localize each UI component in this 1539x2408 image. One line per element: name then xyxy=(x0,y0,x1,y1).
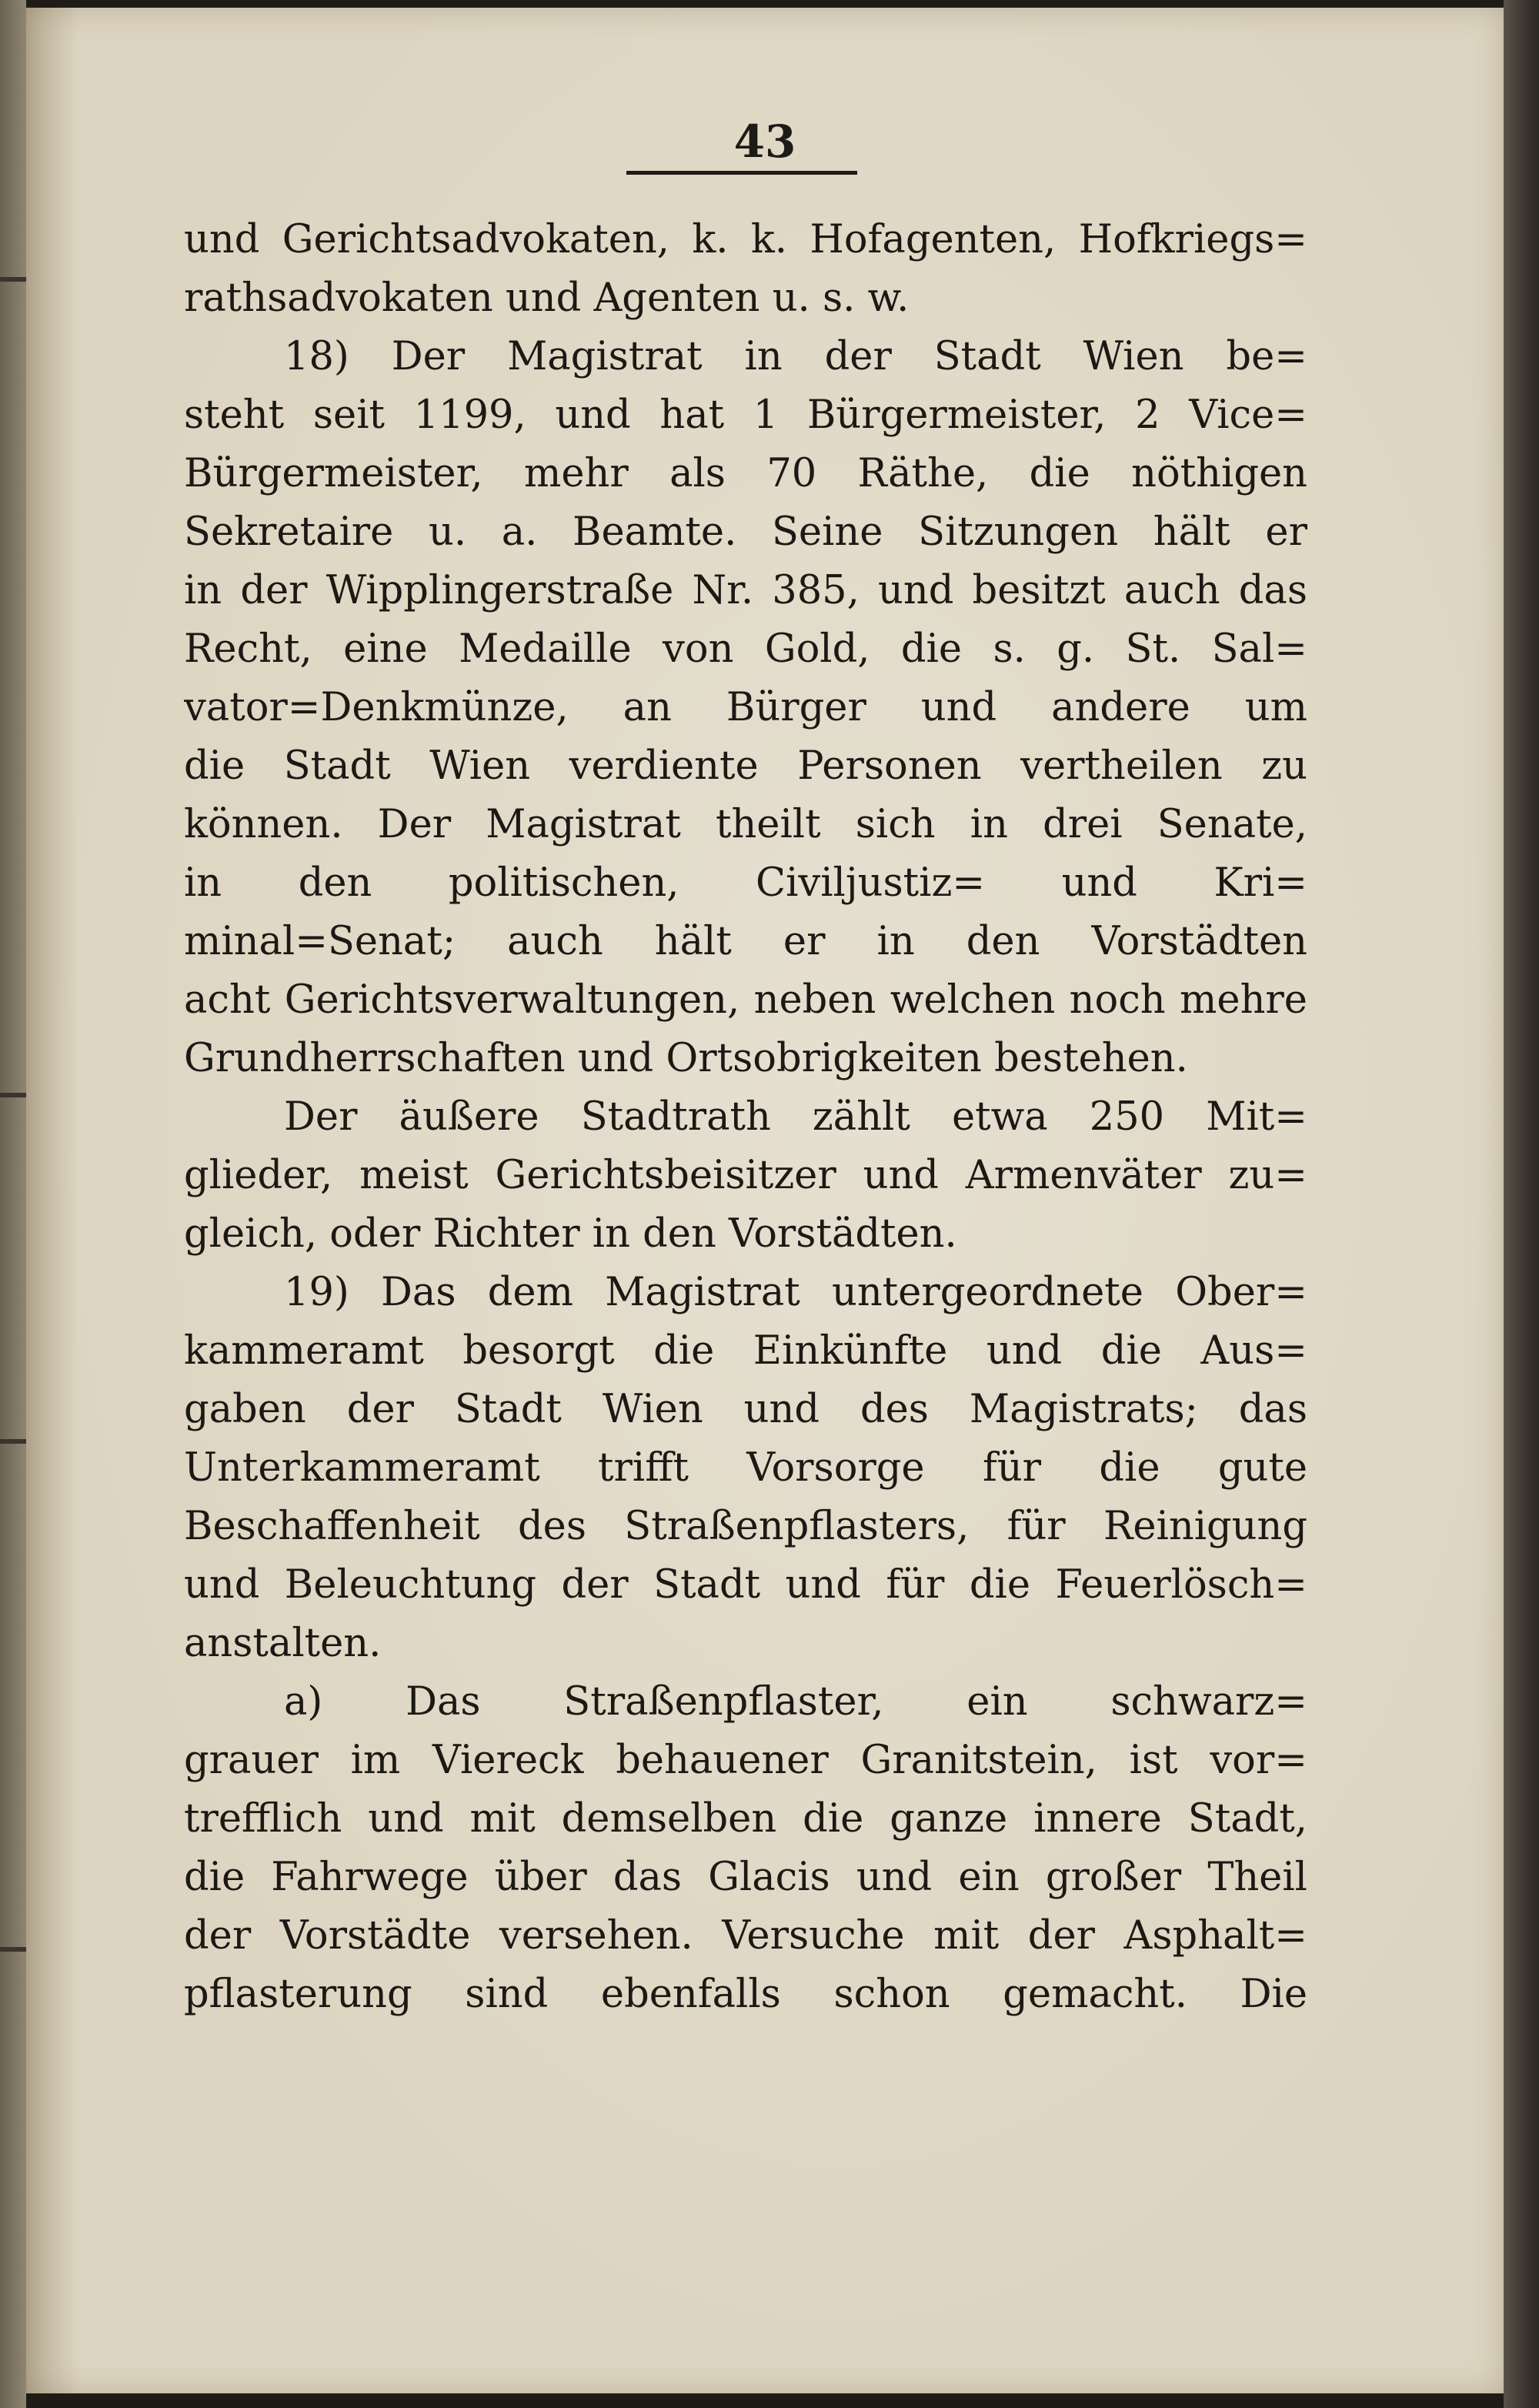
text-line: gaben der Stadt Wien und des Magistrats; das xyxy=(184,1387,1307,1432)
text-line: der Vorstädte versehen. Versuche mit der Asphalt= xyxy=(184,1913,1307,1959)
text-line: trefflich und mit demselben die ganze innere Stadt, xyxy=(184,1796,1307,1842)
text-line: gleich, oder Richter in den Vorstädten. xyxy=(184,1211,957,1257)
text-line: die Stadt Wien verdiente Personen vertheilen zu xyxy=(184,743,1307,789)
text-line: in der Wipplingerstraße Nr. 385, und besitzt auch das xyxy=(184,568,1307,613)
text-line: in den politischen, Civiljustiz= und Kri= xyxy=(184,860,1307,906)
text-line: Sekretaire u. a. Beamte. Seine Sitzungen hält er xyxy=(184,509,1307,555)
book-page xyxy=(26,8,1504,2393)
text-line: a) Das Straßenpflaster, ein schwarz= xyxy=(284,1679,1307,1725)
body-text xyxy=(184,211,1307,2024)
text-line: minal=Senat; auch hält er in den Vorstädten xyxy=(184,919,1307,964)
text-line: steht seit 1199, und hat 1 Bürgermeister, 2 Vice= xyxy=(184,392,1307,438)
text-line: rathsadvokaten und Agenten u. s. w. xyxy=(184,276,910,321)
text-line: können. Der Magistrat theilt sich in drei Senate, xyxy=(184,802,1307,847)
text-line: die Fahrwege über das Glacis und ein großer Theil xyxy=(184,1855,1307,1900)
text-line: anstalten. xyxy=(184,1621,382,1666)
text-line: Recht, eine Medaille von Gold, die s. g. St. Sal= xyxy=(184,626,1307,672)
page-number: 43 xyxy=(733,115,796,168)
text-line: Der äußere Stadtrath zählt etwa 250 Mit= xyxy=(284,1094,1307,1140)
text-line: Beschaffenheit des Straßenpflasters, für Reinigung xyxy=(184,1504,1307,1549)
text-line: vator=Denkmünze, an Bürger und andere um xyxy=(184,685,1307,730)
text-line: Grundherrschaften und Ortsobrigkeiten bestehen. xyxy=(184,1036,1188,1081)
page-edge xyxy=(1504,0,1539,2408)
page-number-rule xyxy=(626,171,857,175)
text-line: kammeramt besorgt die Einkünfte und die Aus= xyxy=(184,1328,1307,1374)
book-binding xyxy=(0,0,26,2408)
text-line: Unterkammeramt trifft Vorsorge für die gute xyxy=(184,1445,1307,1491)
text-line: acht Gerichtsverwaltungen, neben welchen noch mehre xyxy=(184,977,1307,1023)
text-line: Bürgermeister, mehr als 70 Räthe, die nöthigen xyxy=(184,451,1307,496)
text-line: pflasterung sind ebenfalls schon gemacht. Die xyxy=(184,1972,1307,2017)
text-line: und Gerichtsadvokaten, k. k. Hofagenten, Hofkriegs= xyxy=(184,217,1307,262)
text-line: glieder, meist Gerichtsbeisitzer und Armenväter zu= xyxy=(184,1153,1307,1198)
text-line: und Beleuchtung der Stadt und für die Feuerlösch= xyxy=(184,1562,1307,1608)
text-line: grauer im Viereck behauener Granitstein, ist vor= xyxy=(184,1738,1307,1783)
text-line: 18) Der Magistrat in der Stadt Wien be= xyxy=(284,334,1307,379)
text-line: 19) Das dem Magistrat untergeordnete Ober= xyxy=(284,1270,1307,1315)
